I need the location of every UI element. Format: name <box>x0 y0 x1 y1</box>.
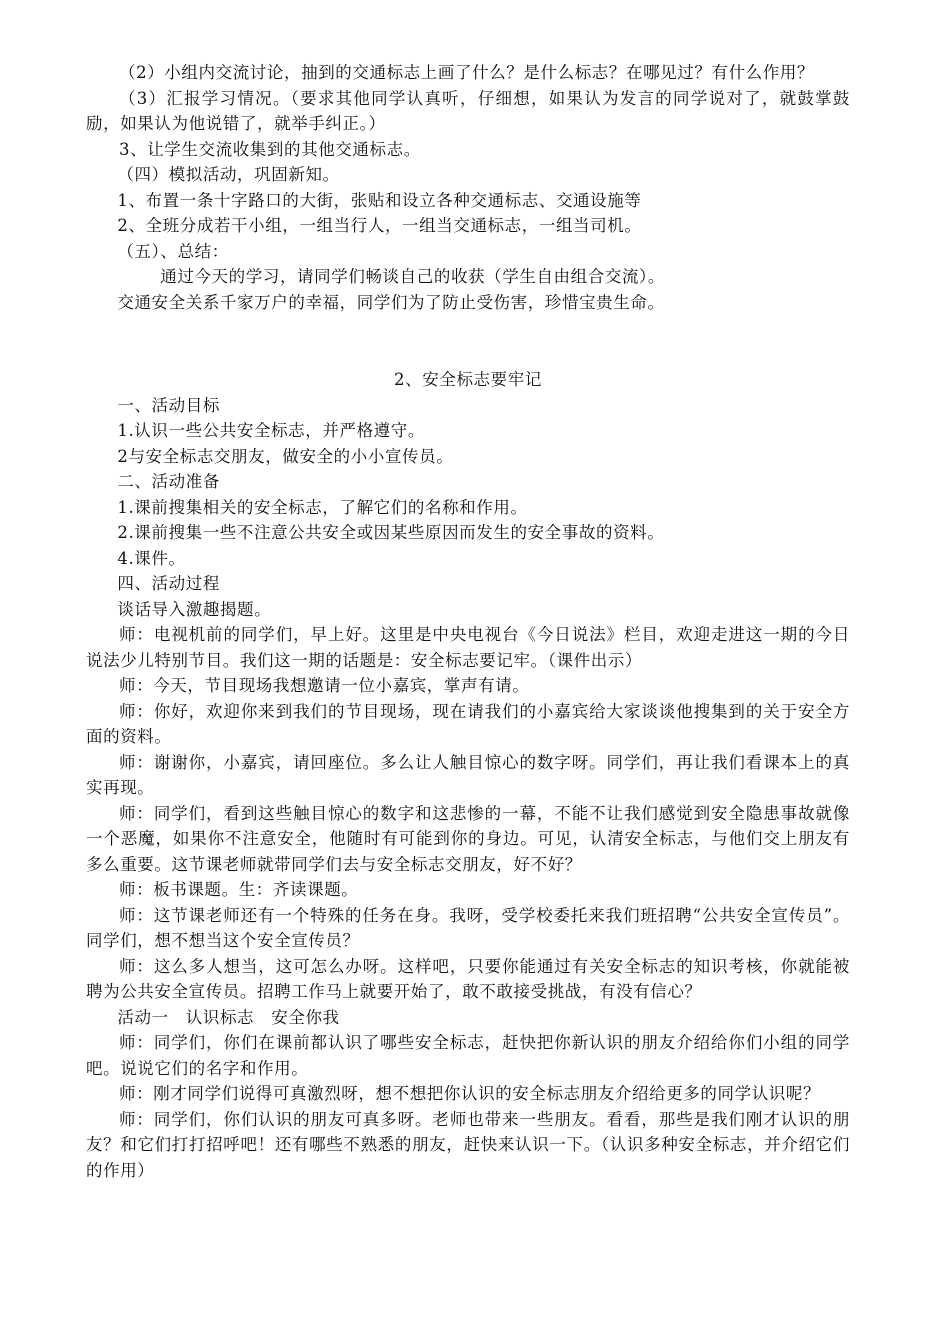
heading-goals: 一、活动目标 <box>117 395 220 415</box>
heading-process: 四、活动过程 <box>117 574 220 593</box>
dialogue-paragraph: 师：谢谢你，小嘉宾，请回座位。多么让人触目惊心的数字呀。同学们，再让我们看课本上的真实再现。 <box>86 752 850 797</box>
dialogue-paragraph: 师：刚才同学们说得可真激烈呀，想不想把你认识的安全标志朋友介绍给更多的同学认识呢？ <box>119 1084 821 1103</box>
dialogue-paragraph: 师：这节课老师还有一个特殊的任务在身。我呀，受学校委托来我们班招聘“公共安全宣传员”。同学们，想不想当这个安全宣传员？ <box>86 905 850 950</box>
paragraph-exchange: 3、让学生交流收集到的其他交通标志。 <box>119 139 421 159</box>
dialogue-paragraph: 师：今天，节目现场我想邀请一位小嘉宾，掌声有请。 <box>119 676 530 695</box>
dialogue-paragraph: 师：同学们，你们在课前都认识了哪些安全标志，赶快把你新认识的朋友介绍给你们小组的同学吧。说说它们的名字和作用。 <box>86 1033 850 1078</box>
paragraph-summary: 通过今天的学习，请同学们畅谈自己的收获（学生自由组合交流）。 <box>160 267 665 286</box>
list-item-goal-1: 1.认识一些公共安全标志，并严格遵守。 <box>117 421 425 440</box>
dialogue-paragraph: 师：同学们，你们认识的朋友可真多呀。老师也带来一些朋友。看看，那些是我们刚才认识的朋友？和它们打打招呼吧！还有哪些不熟悉的朋友，赶快来认识一下。（认识多种安全标志，并介绍它们的作用） <box>86 1109 850 1180</box>
paragraph-report: （3）汇报学习情况。（要求其他同学认真听，仔细想，如果认为发言的同学说对了，就鼓掌鼓励，如果认为他说错了，就举手纠正。） <box>86 88 850 133</box>
list-item-goal-2: 2与安全标志交朋友，做安全的小小宣传员。 <box>117 446 454 466</box>
dialogue-paragraph: 师：同学们，看到这些触目惊心的数字和这悲惨的一幕，不能不让我们感觉到安全隐患事故就像一个恶魔，如果你不注意安全，他随时有可能到你的身边。可见，认清安全标志，与他们交上朋友有多么重要。这节课老师就带同学们去与安全标志交朋友，好不好？ <box>86 803 850 874</box>
heading-preparation: 二、活动准备 <box>117 472 220 491</box>
paragraph-discussion: （2）小组内交流讨论，抽到的交通标志上画了什么？是什么标志？在哪见过？有什么作用？ <box>119 63 815 82</box>
dialogue-paragraph: 师：这么多人想当，这可怎么办呀。这样吧，只要你能通过有关安全标志的知识考核，你就能被聘为公共安全宣传员。招聘工作马上就要开始了，敢不敢接受挑战，有没有信心？ <box>86 956 850 1001</box>
list-item-layout: 1、布置一条十字路口的大街，张贴和设立各种交通标志、交通设施等 <box>117 190 642 210</box>
document-page <box>86 60 850 1183</box>
paragraph-conclusion: 交通安全关系千家万户的幸福，同学们为了防止受伤害，珍惜宝贵生命。 <box>117 292 665 312</box>
section-title: 2、安全标志要牢记 <box>394 370 542 389</box>
heading-simulation: （四）模拟活动，巩固新知。 <box>117 165 340 184</box>
list-item-prep-4: 4.课件。 <box>117 548 186 568</box>
paragraph-intro: 谈话导入激趣揭题。 <box>117 599 272 619</box>
dialogue-paragraph: 师：电视机前的同学们，早上好。这里是中央电视台《今日说法》栏目，欢迎走进这一期的今日说法少儿特别节目。我们这一期的话题是：安全标志要记牢。（课件出示） <box>86 625 850 670</box>
list-item-prep-2: 2.课前搜集一些不注意公共安全或因某些原因而发生的安全事故的资料。 <box>117 523 665 542</box>
dialogue-paragraph: 师：你好，欢迎你来到我们的节目现场，现在请我们的小嘉宾给大家谈谈他搜集到的关于安全方面的资料。 <box>86 701 850 746</box>
dialogue-paragraph: 师：板书课题。生：齐读课题。 <box>119 880 359 899</box>
heading-summary: （五）、总结： <box>117 241 229 261</box>
list-item-prep-1: 1.课前搜集相关的安全标志，了解它们的名称和作用。 <box>117 497 528 517</box>
heading-activity-one: 活动一 认识标志 安全你我 <box>117 1007 340 1027</box>
list-item-groups: 2、全班分成若干小组，一组当行人，一组当交通标志，一组当司机。 <box>117 216 642 235</box>
